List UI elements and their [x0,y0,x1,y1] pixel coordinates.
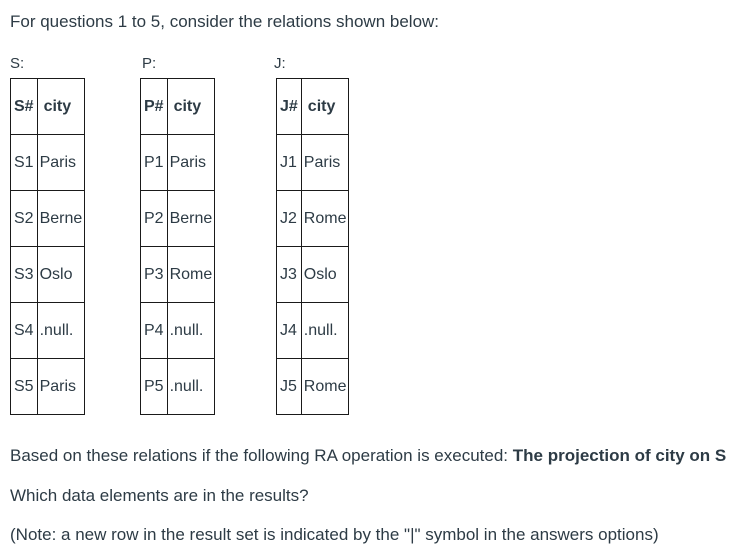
table-cell: Rome [301,191,349,247]
table-cell: Paris [167,135,215,191]
relation-s-table [10,78,85,415]
table-cell: J5 [277,359,302,415]
table-cell: J2 [277,191,302,247]
table-row [11,191,85,247]
table-header-row [11,79,85,135]
relation-j-table [276,78,349,415]
table-cell: Paris [37,359,85,415]
table-cell: S5 [11,359,38,415]
table-row [141,135,215,191]
relation-p-label: P: [142,55,157,72]
relation-p-table [140,78,215,415]
table-row [141,191,215,247]
table-row [277,247,349,303]
table-row [277,303,349,359]
table-header-row [277,79,349,135]
table-cell: S1 [11,135,38,191]
relation-j-label: J: [274,55,286,72]
table-row [11,135,85,191]
table-cell: Rome [167,247,215,303]
table-header-row [141,79,215,135]
table-row [141,303,215,359]
table-cell: P4 [141,303,168,359]
table-cell: J3 [277,247,302,303]
table-row [141,247,215,303]
question-prefix: Based on these relations if the following RA operation is executed: [10,446,513,465]
table-cell: Paris [301,135,349,191]
table-cell: Paris [37,135,85,191]
table-cell: Berne [37,191,85,247]
table-cell: J4 [277,303,302,359]
table-cell: Rome [301,359,349,415]
table-cell: .null. [167,359,215,415]
table-cell: Berne [167,191,215,247]
table-cell: J1 [277,135,302,191]
column-header: city [167,79,215,135]
intro-text: For questions 1 to 5, consider the relations shown below: [10,12,440,31]
table-row [277,135,349,191]
table-cell: P3 [141,247,168,303]
table-row [11,359,85,415]
table-cell: .null. [37,303,85,359]
table-cell: S4 [11,303,38,359]
question-prompt: Which data elements are in the results? [10,486,309,505]
table-row [11,303,85,359]
table-cell: P5 [141,359,168,415]
table-row [11,247,85,303]
column-header: city [301,79,349,135]
relation-s-label: S: [10,55,25,72]
column-header: S# [11,79,38,135]
table-cell: S3 [11,247,38,303]
table-row [277,191,349,247]
table-cell: .null. [301,303,349,359]
column-header: J# [277,79,302,135]
table-cell: S2 [11,191,38,247]
question-note: (Note: a new row in the result set is indicated by the "|" symbol in the answers options) [10,525,659,544]
table-cell: Oslo [301,247,349,303]
column-header: P# [141,79,168,135]
table-cell: .null. [167,303,215,359]
question-text [10,445,726,467]
table-row [277,359,349,415]
table-cell: P1 [141,135,168,191]
table-row [141,359,215,415]
operation-text: The projection of city on S [512,446,727,465]
table-cell: P2 [141,191,168,247]
table-cell: Oslo [37,247,85,303]
column-header: city [37,79,85,135]
